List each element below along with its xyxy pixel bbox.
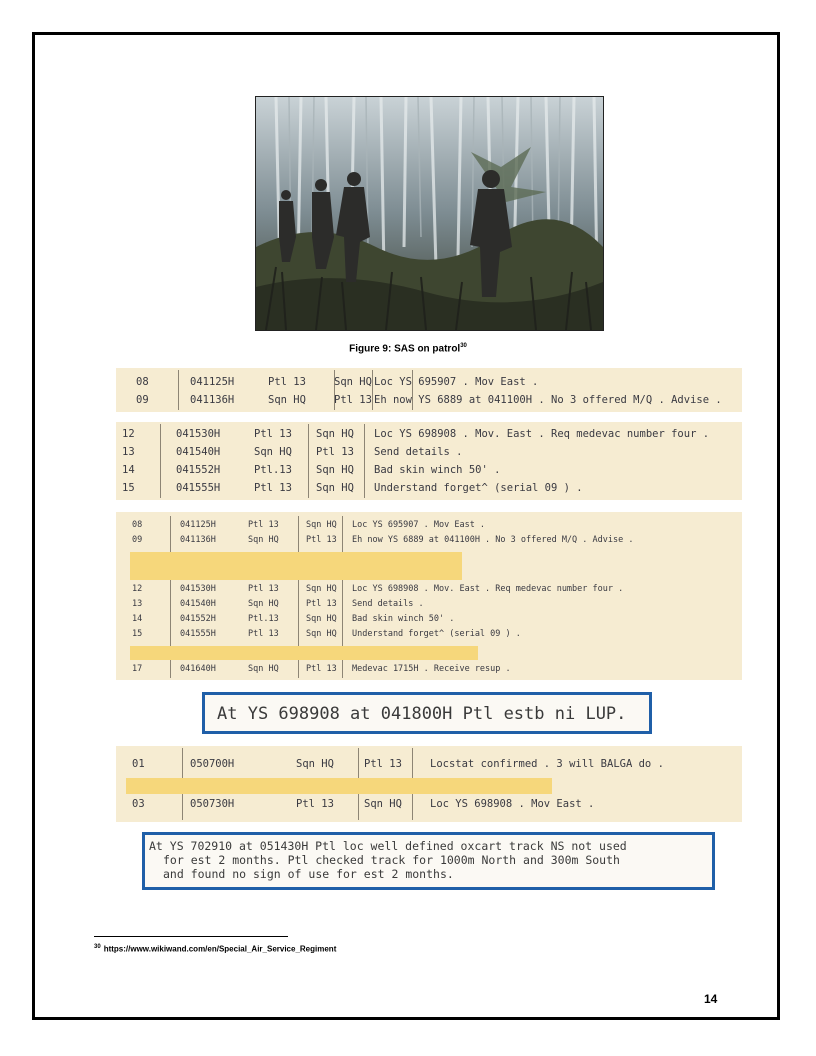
quote-line: and found no sign of use for est 2 months. bbox=[163, 867, 454, 881]
log-cell: Ptl 13 bbox=[248, 629, 279, 639]
log-cell: Ptl 13 bbox=[334, 394, 372, 406]
page-number: 14 bbox=[704, 992, 718, 1006]
footnote-rule bbox=[94, 936, 288, 937]
log-cell: Sqn HQ bbox=[306, 629, 337, 639]
log-cell: Bad skin winch 50' . bbox=[352, 614, 455, 624]
log-cell: 09 bbox=[136, 394, 149, 406]
log-cell: Bad skin winch 50' . bbox=[374, 464, 501, 476]
patrol-photo bbox=[255, 96, 604, 331]
log-cell: Loc YS 698908 . Mov. East . Req medevac number four . bbox=[352, 584, 624, 594]
log-cell: Sqn HQ bbox=[248, 535, 279, 545]
redaction-highlight bbox=[126, 778, 552, 794]
log-cell: Send details . bbox=[374, 446, 463, 458]
quote-box-track bbox=[142, 832, 715, 890]
redaction-highlight bbox=[130, 552, 462, 580]
log-cell: Ptl.13 bbox=[254, 464, 292, 476]
log-cell: Sqn HQ bbox=[316, 464, 354, 476]
log-cell: Medevac 1715H . Receive resup . bbox=[352, 664, 511, 674]
log-strip-4 bbox=[116, 746, 742, 822]
log-cell: Ptl.13 bbox=[248, 614, 279, 624]
log-cell: Ptl 13 bbox=[364, 758, 402, 770]
log-cell: 17 bbox=[132, 664, 143, 674]
log-cell: Sqn HQ bbox=[248, 599, 279, 609]
footnote-number: 30 bbox=[94, 944, 101, 950]
log-cell: 041640H bbox=[180, 664, 216, 674]
log-cell: 01 bbox=[132, 758, 145, 770]
log-cell: Sqn HQ bbox=[306, 614, 337, 624]
log-cell: Ptl 13 bbox=[268, 376, 306, 388]
log-cell: Ptl 13 bbox=[306, 664, 337, 674]
log-cell: Loc YS 698908 . Mov. East . Req medevac number four . bbox=[374, 428, 710, 440]
log-cell: Ptl 13 bbox=[306, 535, 337, 545]
log-cell: Ptl 13 bbox=[254, 482, 292, 494]
log-cell: 13 bbox=[122, 446, 135, 458]
log-cell: Sqn HQ bbox=[254, 446, 292, 458]
log-strip-1 bbox=[116, 368, 742, 412]
log-cell: Eh now YS 6889 at 041100H . No 3 offered M/Q . Advise . bbox=[374, 394, 722, 406]
log-cell: 13 bbox=[132, 599, 143, 609]
log-strip-2 bbox=[116, 422, 742, 500]
log-cell: 08 bbox=[136, 376, 149, 388]
log-cell: 041552H bbox=[176, 464, 221, 476]
log-cell: Eh now YS 6889 at 041100H . No 3 offered M/Q . Advise . bbox=[352, 535, 634, 545]
figure-caption bbox=[0, 343, 816, 354]
quote-line: At YS 702910 at 051430H Ptl loc well defined oxcart track NS not used bbox=[149, 839, 627, 853]
redaction-highlight bbox=[130, 646, 478, 660]
log-cell: Loc YS 695907 . Mov East . bbox=[374, 376, 539, 388]
log-cell: 050700H bbox=[190, 758, 235, 770]
log-cell: 041136H bbox=[190, 394, 235, 406]
log-cell: 041530H bbox=[180, 584, 216, 594]
log-cell: 14 bbox=[132, 614, 143, 624]
log-cell: Sqn HQ bbox=[316, 428, 354, 440]
log-cell: Loc YS 698908 . Mov East . bbox=[430, 798, 595, 810]
footnote bbox=[94, 944, 336, 954]
log-cell: Understand forget^ (serial 09 ) . bbox=[374, 482, 583, 494]
log-cell: Ptl 13 bbox=[248, 584, 279, 594]
log-cell: 09 bbox=[132, 535, 143, 545]
log-cell: 03 bbox=[132, 798, 145, 810]
log-cell: 041555H bbox=[180, 629, 216, 639]
log-cell: Sqn HQ bbox=[306, 520, 337, 530]
log-cell: Sqn HQ bbox=[296, 758, 334, 770]
log-cell: Sqn HQ bbox=[334, 376, 372, 388]
log-cell: 041530H bbox=[176, 428, 221, 440]
footnote-ref: 30 bbox=[460, 343, 467, 349]
log-cell: 050730H bbox=[190, 798, 235, 810]
log-cell: 15 bbox=[132, 629, 143, 639]
log-cell: 041540H bbox=[176, 446, 221, 458]
log-cell: Locstat confirmed . 3 will BALGA do . bbox=[430, 758, 664, 770]
log-cell: 14 bbox=[122, 464, 135, 476]
log-cell: 041540H bbox=[180, 599, 216, 609]
log-cell: Loc YS 695907 . Mov East . bbox=[352, 520, 486, 530]
log-cell: Ptl 13 bbox=[316, 446, 354, 458]
log-cell: 041125H bbox=[190, 376, 235, 388]
log-strip-3 bbox=[116, 512, 742, 680]
log-cell: Ptl 13 bbox=[306, 599, 337, 609]
quote-box-lup bbox=[202, 692, 652, 734]
log-cell: 041125H bbox=[180, 520, 216, 530]
log-cell: 08 bbox=[132, 520, 143, 530]
figure-caption-text: Figure 9: SAS on patrol bbox=[349, 343, 461, 355]
log-cell: 15 bbox=[122, 482, 135, 494]
log-cell: Sqn HQ bbox=[364, 798, 402, 810]
log-cell: Sqn HQ bbox=[306, 584, 337, 594]
log-cell: Understand forget^ (serial 09 ) . bbox=[352, 629, 521, 639]
log-cell: 12 bbox=[132, 584, 143, 594]
log-cell: Sqn HQ bbox=[268, 394, 306, 406]
log-cell: 041555H bbox=[176, 482, 221, 494]
log-cell: 041552H bbox=[180, 614, 216, 624]
log-cell: Ptl 13 bbox=[296, 798, 334, 810]
log-cell: 041136H bbox=[180, 535, 216, 545]
quote-text: At YS 698908 at 041800H Ptl estb ni LUP. bbox=[217, 704, 627, 724]
log-cell: 12 bbox=[122, 428, 135, 440]
log-cell: Sqn HQ bbox=[248, 664, 279, 674]
log-cell: Ptl 13 bbox=[248, 520, 279, 530]
log-cell: Ptl 13 bbox=[254, 428, 292, 440]
footnote-url: https://www.wikiwand.com/en/Special_Air_Service_Regiment bbox=[103, 944, 337, 954]
quote-line: for est 2 months. Ptl checked track for 1000m North and 300m South bbox=[163, 853, 620, 867]
log-cell: Send details . bbox=[352, 599, 424, 609]
log-cell: Sqn HQ bbox=[316, 482, 354, 494]
